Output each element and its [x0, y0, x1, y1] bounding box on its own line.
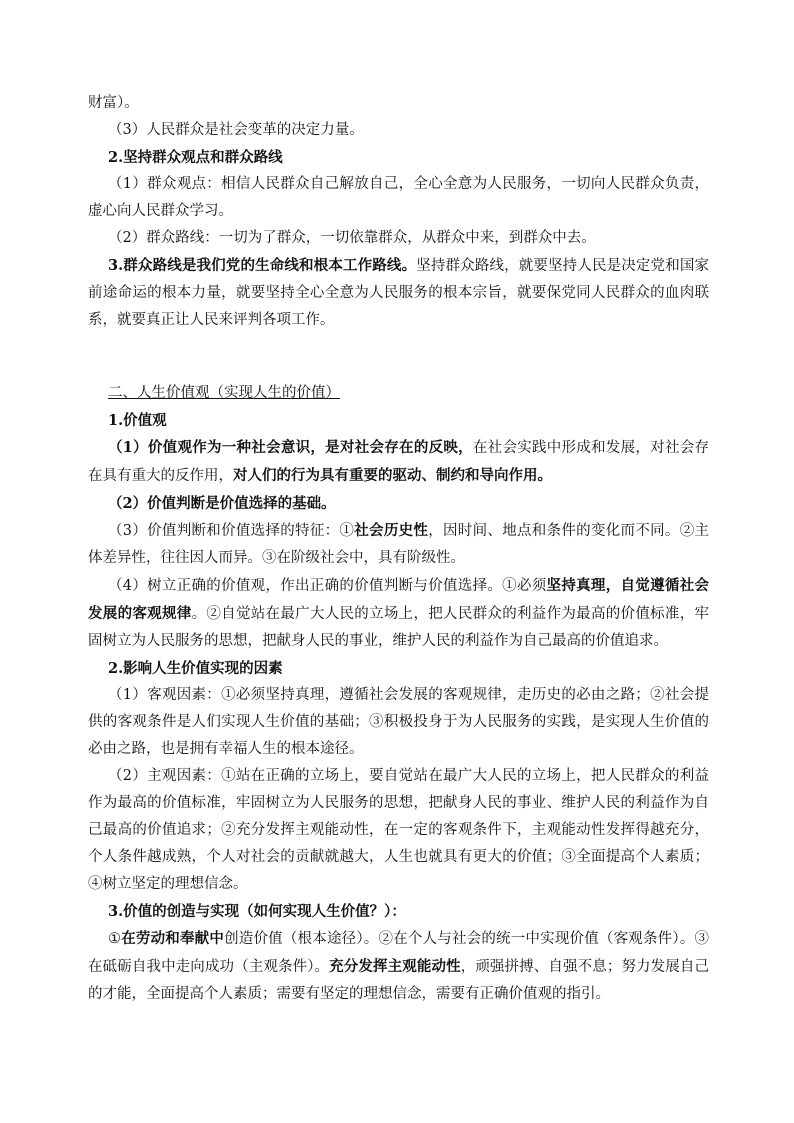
- paragraph-mass-line: （2）群众路线：一切为了群众，一切依靠群众，从群众中来，到群众中去。: [108, 230, 596, 246]
- heading-mass-viewpoint-line: 2.坚持群众观点和群众路线: [108, 149, 283, 166]
- heading-values: 1.价值观: [108, 412, 167, 429]
- paragraph-judgment-features: [88, 517, 709, 572]
- paragraph-value-judgment: （2）价值判断是价值选择的基础。: [108, 495, 336, 512]
- paragraph-mass-line-lifeline: [88, 252, 709, 334]
- paragraph-text: ①: [108, 931, 122, 947]
- heading-factors: 2.影响人生价值实现的因素: [108, 660, 283, 677]
- bold-lead: 3.群众路线是我们党的生命线和根本工作路线。: [108, 257, 417, 274]
- bold-segment: 坚持真理，自觉遵循社会发展的客观规律: [88, 577, 709, 622]
- paragraph-continuation: 财富）。: [88, 95, 139, 111]
- paragraph-value-creation: [88, 925, 709, 1008]
- bold-segment: 充分发挥主观能动性: [329, 958, 461, 975]
- paragraph-text: 在社会实践中形成和发展，对社会存在具有重大的反作用，: [88, 440, 709, 484]
- bold-segment: 在劳动和奉献中: [121, 930, 225, 947]
- paragraph-text: 。②自觉站在最广大人民的立场上，把人民群众的利益作为最高的价值标准，牢固树立为人民服务的思想，把献身人民的事业，维护人民的利益作为自己最高的价值追求。: [88, 606, 710, 649]
- bold-segment: 对人们的行为具有重要的驱动、制约和导向作用。: [233, 467, 552, 484]
- section-spacer: [88, 334, 709, 380]
- paragraph-text: 坚持群众路线，就要坚持人民是决定党和国家前途命运的根本力量，就要坚持全心全意为人民服务的根本宗旨，就要保党同人民群众的血肉联系，就要真正让人民来评判各项工作。: [88, 258, 710, 328]
- bold-segment: （1）价值观作为一种社会意识，是对社会存在的反映，: [108, 439, 473, 456]
- paragraph-correct-values: [88, 572, 709, 655]
- paragraph-text: （3）价值判断和价值选择的特征：①: [108, 523, 355, 539]
- paragraph-objective-factors: （1）客观因素：①必须坚持真理，遵循社会发展的客观规律，走历史的必由之路；②社会提供的客观条件是人们实现人生价值的基础；③积极投身于为人民服务的实践，是实现人生价值的必由之路，也是拥有幸福人生的根本途径。: [88, 687, 709, 757]
- paragraph-masses-decisive-force: （3）人民群众是社会变革的决定力量。: [108, 122, 364, 138]
- paragraph-text: （4）树立正确的价值观，作出正确的价值判断与价值选择。①必须: [108, 578, 547, 594]
- paragraph-text: ，因时间、地点和条件的变化而不同。②主体差异性，往往因人而异。③在阶级社会中，具有阶级性。: [88, 523, 710, 566]
- paragraph-mass-viewpoint: （1）群众观点：相信人民群众自己解放自己，全心全意为人民服务，一切向人民群众负责，虚心向人民群众学习。: [88, 176, 709, 219]
- paragraph-subjective-factors: （2）主观因素：①站在正确的立场上，要自觉站在最广大人民的立场上，把人民群众的利益作为最高的价值标准，牢固树立为人民服务的思想，把献身人民的事业、维护人民的利益作为自己最高的价值追求；②充分发挥主观能动性，在一定的客观条件下，主观能动性发挥得越充分，个人条件越成熟，个人对社会的贡献就越大，人生也就具有更大的价值；③全面提高个人素质；④树立坚定的理想信念。: [88, 768, 709, 892]
- heading-value-creation: 3.价值的创造与实现（如何实现人生价值？）：: [108, 903, 406, 920]
- paragraph-text: 创造价值（根本途径）。②在个人与社会的统一中实现价值（客观条件）。③在砥砺自我中走向成功（主观条件）。: [88, 931, 710, 975]
- paragraph-text: ，顽强拼搏、自强不息；努力发展自己的才能，全面提高个人素质；需要有坚定的理想信念，需要有正确价值观的指引。: [88, 959, 710, 1002]
- section-heading-life-values: 二、人生价值观（实现人生的价值）: [108, 385, 340, 401]
- bold-segment: 社会历史性: [354, 522, 429, 539]
- paragraph-values-definition: [88, 434, 709, 490]
